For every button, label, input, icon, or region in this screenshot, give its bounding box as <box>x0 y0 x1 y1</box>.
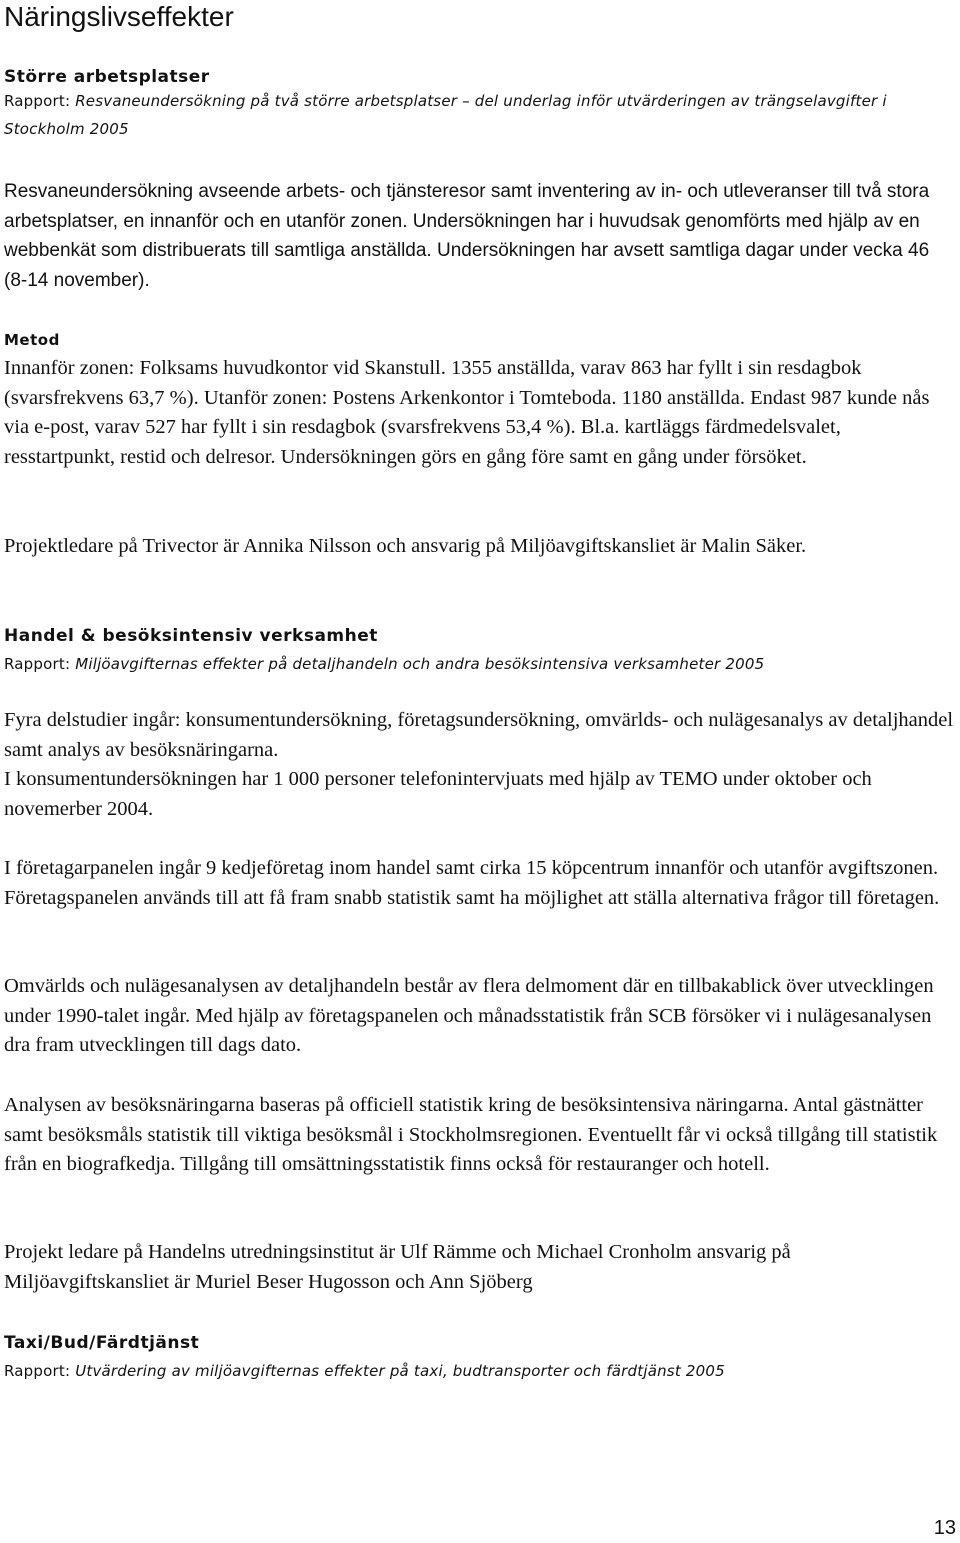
report-reference <box>4 87 956 143</box>
section-heading-handel: Handel & besöksintensiv verksamhet <box>4 626 378 646</box>
metod-paragraph: Innanför zonen: Folksams huvudkontor vid Skanstull. 1355 anställda, varav 863 har fyllt i sin resdagbok (svarsfrekvens 63,7 %). Utanför zonen: Postens Arkenkontor i Tomteboda. 1180 anställda. Endast 987 kunde nås via e-post, varav 527 har fyllt i sin resdagbok (svarsfrekvens 53,4 %). Bl.a. kartläggs färdmedelsvalet, resstartpunkt, restid och delresor. Undersökningen görs en gång före samt en gång under försöket. <box>4 357 930 468</box>
section-paragraph: Omvärlds och nulägesanalysen av detaljhandeln består av flera delmoment där en tillbakablick över utvecklingen under 1990-talet ingår. Med hjälp av företagspanelen och månadsstatistik från SCB försöker vi i nulägesanalysen dra fram utvecklingen till dags dato. <box>4 975 934 1056</box>
report-label: Rapport: <box>4 92 71 110</box>
section-paragraph: Projekt ledare på Handelns utredningsinstitut är Ulf Rämme och Michael Cronholm ansvarig på Miljöavgiftskansliet är Muriel Beser Hugosson och Ann Sjöberg <box>4 1241 791 1293</box>
page-title: Näringslivseffekter <box>4 1 234 32</box>
metod-paragraph: Projektledare på Trivector är Annika Nilsson och ansvarig på Miljöavgiftskansliet är Malin Säker. <box>4 535 807 557</box>
report-label: Rapport: <box>4 1362 71 1380</box>
report-title: Utvärdering av miljöavgifternas effekter på taxi, budtransporter och färdtjänst 2005 <box>75 1362 725 1380</box>
section-paragraph: I företagarpanelen ingår 9 kedjeföretag inom handel samt cirka 15 köpcentrum innanför och utanför avgiftszonen. Företagspanelen används till att få fram snabb statistik samt ha möjlighet att ställa alternativa frågor till företagen. <box>4 857 940 909</box>
metod-heading: Metod <box>4 331 60 349</box>
report-title: Miljöavgifternas effekter på detaljhandeln och andra besöksintensiva verksamheter 2005 <box>75 655 765 673</box>
report-reference <box>4 1357 956 1385</box>
section-paragraph: Analysen av besöksnäringarna baseras på officiell statistik kring de besöksintensiva näringarna. Antal gästnätter samt besöksmåls statistik till viktiga besöksmål i Stockholmsregionen. Eventuellt får vi också tillgång till statistik från en biografkedja. Tillgång till omsättningsstatistik finns också för restauranger och hotell. <box>4 1094 938 1175</box>
report-label: Rapport: <box>4 655 71 673</box>
section-paragraph: I konsumentundersökningen har 1 000 personer telefonintervjuats med hjälp av TEMO under oktober och novemerber 2004. <box>4 768 872 820</box>
section-paragraph: Fyra delstudier ingår: konsumentundersökning, företagsundersökning, omvärlds- och nulägesanalys av detaljhandel samt analys av besöksnäringarna. <box>4 709 954 761</box>
section-paragraph: Resvaneundersökning avseende arbets- och tjänsteresor samt inventering av in- och utleveranser till två stora arbetsplatser, en innanför och en utanför zonen. Undersökningen har i huvudsak genomförts med hjälp av en webbenkät som distribuerats till samtliga anställda. Undersökningen har avsett samtliga dagar under vecka 46 (8-14 november). <box>4 181 930 291</box>
section-heading-storre-arbetsplatser: Större arbetsplatser <box>4 67 210 87</box>
report-reference <box>4 650 956 678</box>
page-number: 13 <box>933 1517 956 1539</box>
section-heading-taxi: Taxi/Bud/Färdtjänst <box>4 1333 200 1353</box>
report-title: Resvaneundersökning på två större arbetsplatser – del underlag inför utvärderingen av trängselavgifter i Stockholm 2005 <box>4 92 887 138</box>
